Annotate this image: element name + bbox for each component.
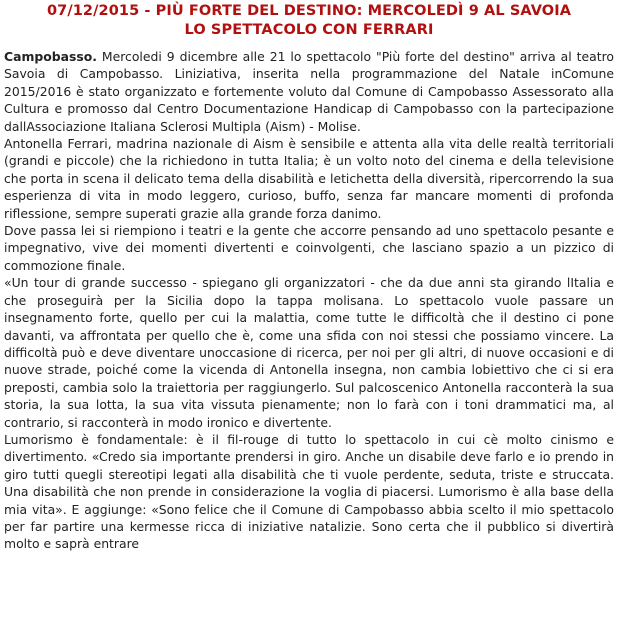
paragraph-3: Dove passa lei si riempiono i teatri e la gente che accorre pensando ad uno spettacolo pesante e impegnativo, vive dei momenti divertenti e coinvolgenti, che lasciano spazio a un pizzico di commozione finale. xyxy=(4,223,614,273)
article-title-line-2: LO SPETTACOLO CON FERRARI xyxy=(184,22,434,38)
paragraph-2: Antonella Ferrari, madrina nazionale di Aism è sensibile e attenta alla vita delle realtà territoriali (grandi e piccole) che la richiedono in tutta Italia; è un volto noto del cinema e della televisione che porta in scena il delicato tema della disabilità e letichetta della diversità, ripercorrendo la sua esperienza di vita in modo leggero, curioso, buffo, senza far mancare momenti di profonda riflessione, sempre superati grazie alla grande forza danimo. xyxy=(4,136,614,221)
article-body xyxy=(4,48,614,553)
paragraph-5: Lumorismo è fondamentale: è il fil-rouge di tutto lo spettacolo in cui cè molto cinismo e divertimento. «Credo sia importante prendersi in giro. Anche un disabile deve farlo e io prendo in giro tutti quegli stereotipi legati alla disabilità che ti vuole perdente, seduta, triste e struccata. Una disabilità che non prende in considerazione la voglia di piacersi. Lumorismo è alla base della mia vita». E aggiunge: «Sono felice che il Comune di Campobasso abbia scelto il mio spettacolo per far partire una kermesse ricca di iniziative natalizie. Sono certa che il pubblico si divertirà molto e saprà entrare xyxy=(4,431,614,552)
paragraph-4: «Un tour di grande successo - spiegano gli organizzatori - che da due anni sta girando lItalia e che proseguirà per la Sicilia dopo la tappa molisana. Lo spettacolo vuole passare un insegnamento forte, quello per cui la malattia, come tutte le difficoltà che il destino ci pone davanti, va affrontata per quello che è, come una sfida con noi stessi che possiamo vincere. La difficoltà può e deve diventare unoccasione di ricerca, per noi per gli altri, di nuove occasioni e di nuove strade, poiché come la vicenda di Antonella insegna, non cambia lobiettivo che ci si era preposti, cambia solo la traiettoria per raggiungerlo. Sul palcoscenico Antonella racconterà la sua storia, la sua lotta, la sua vita vissuta pienamente; non lo farà con i toni drammatici ma, al contrario, si racconterà in modo ironico e divertente. xyxy=(4,275,614,430)
paragraph-1-text: Mercoledi 9 dicembre alle 21 lo spettacolo "Più forte del destino" arriva al teatro Savoia di Campobasso. Liniziativa, inserita nella programmazione del Natale inComune 2015/2016 è stato organizzato e fortemente voluto dal Comune di Campobasso Assessorato alla Cultura e promosso dal Centro Documentazione Handicap di Campobasso con la partecipazione dallAssociazione Italiana Sclerosi Multipla (Aism) - Molise. xyxy=(4,49,614,134)
paragraph-1 xyxy=(4,48,614,135)
article-title xyxy=(4,2,614,40)
dateline: Campobasso. xyxy=(4,49,97,64)
article-title-line-1: 07/12/2015 - PIÙ FORTE DEL DESTINO: MERCOLEDÌ 9 AL SAVOIA xyxy=(46,3,572,19)
